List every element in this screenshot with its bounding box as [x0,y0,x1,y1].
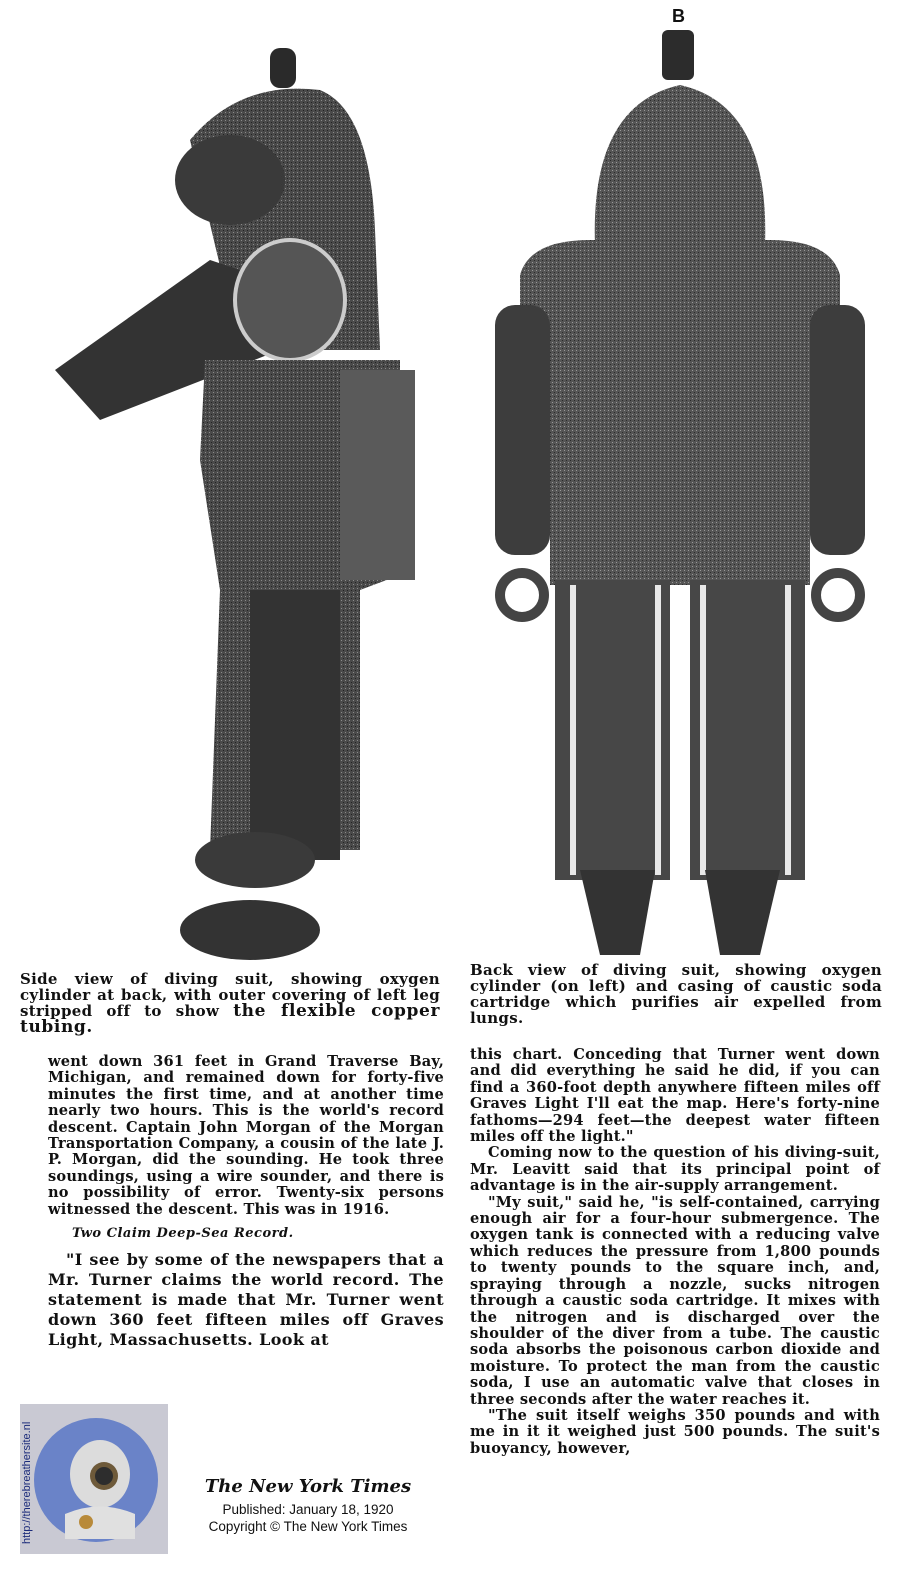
article-paragraph: "I see by some of the newspapers that a Mr. Turner claims the world record. The statement is made that Mr. Turner went down 360 feet fifteen miles off Graves Light, Massachusetts. Look at [48,1250,444,1350]
photo-label-b: B [672,6,685,26]
article-left-column [48,1054,444,1350]
logo-url-text: http://therebreathersite.nl [21,1421,33,1544]
therebreathersite-logo [20,1404,168,1554]
article-paragraph: Coming now to the question of his diving-suit, Mr. Leavitt said that its principal point of advantage is in the air-supply arrangement. [470,1144,880,1195]
masthead: The New York Times [204,1476,412,1497]
article-paragraph: this chart. Conceding that Turner went down and did everything he said he did, if you can find a 360-foot depth anywhere fifteen miles off Graves Light I'll eat the map. Here's forty-nine fathoms—294 feet—the deepest water fifteen miles off the light." [470,1046,880,1146]
article-right-column [470,1047,880,1457]
article-paragraph: went down 361 feet in Grand Traverse Bay, Michigan, and remained down for forty-five minutes the first time, and at another time nearly two hours. This is the world's record descent. Captain John Morgan of the Morgan Transportation Company, a cousin of the late J. P. Morgan, did the sounding. He took three soundings, using a wire sounder, and there is no possibility of error. Twenty-six persons witnessed the descent. This was in 1916. [48,1053,444,1218]
caption-back-view: Back view of diving suit, showing oxygen cylinder (on left) and casing of caustic soda cartridge which purifies air expelled from lungs. [470,961,882,1027]
published-date: Published: January 18, 1920 [222,1502,394,1517]
copyright: Copyright © The New York Times [208,1519,408,1534]
caption-side-view-text: Side view of diving suit, showing oxygen cylinder at back, with outer covering of left leg stripped off to show [20,970,440,1020]
caption-side-view-tail: the flexible copper tubing. [20,1001,440,1037]
photo-side-view [40,30,440,965]
article-subhead: Two Claim Deep-Sea Record. [72,1226,294,1242]
article-paragraph: "My suit," said he, "is self-contained, carrying enough air for a four-hour submergence. The oxygen tank is connected with a reducing valve which reduces the pressure from 1,800 pounds to twenty pounds to the square inch, and, spraying through a nozzle, sucks nitrogen through a caustic soda cartridge. It mixes with the nitrogen and is discharged over the shoulder of the diver from a tube. The caustic soda absorbs the poisonous carbon dioxide and moisture. To protect the man from the caustic soda, I use an automatic valve that closes in three seconds after the water reaches it. [470,1193,880,1408]
photo-back-view [490,25,870,965]
credits [188,1476,428,1535]
article-paragraph: "The suit itself weighs 350 pounds and with me in it it weighed just 500 pounds. The suit's buoyancy, however, [470,1406,880,1457]
caption-side-view [20,971,440,1035]
